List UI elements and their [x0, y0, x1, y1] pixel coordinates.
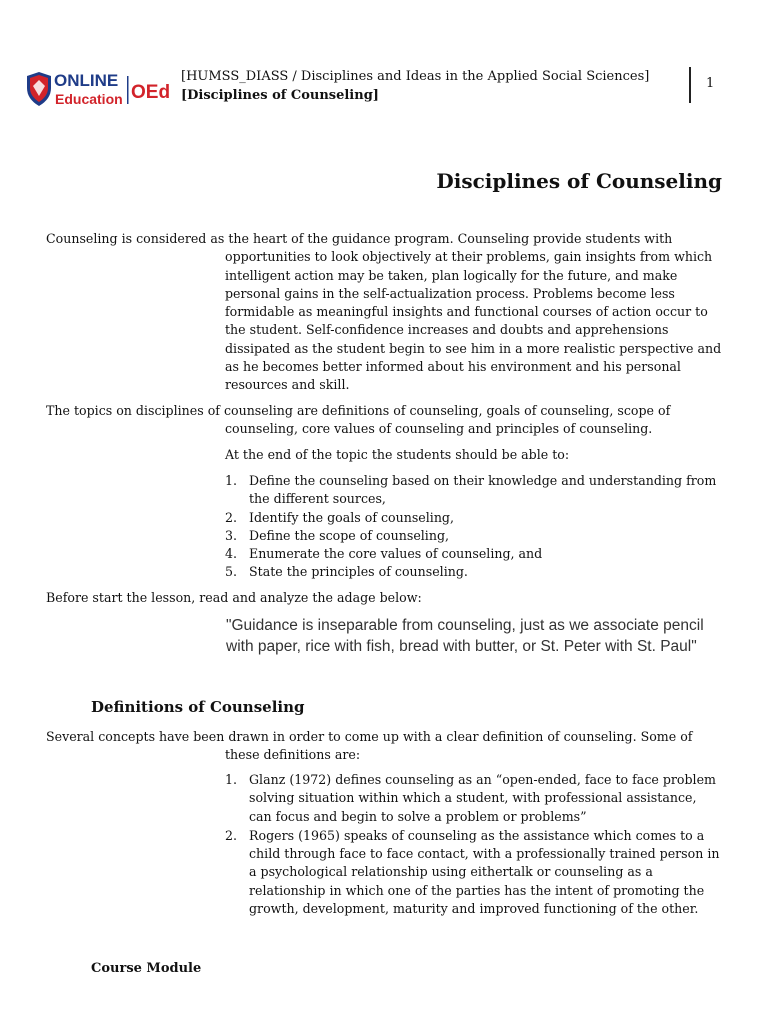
list-text: Rogers (1965) speaks of counseling as the assistance which comes to a child through face to face contact, with a professionally trained person in a psychological relationship using eithertalk or counseling as a relationship in which one of the parties has the intent of promoting the growth, development, maturity and improved functioning of the other. — [249, 827, 720, 917]
page-number: 1 — [706, 76, 715, 91]
list-number: 2. — [225, 509, 238, 525]
intro-rest: opportunities to look objectively at their problems, gain insights from which intelligent action may be taken, plan logically for the future, and make personal gains in the self-actualization process. Problems become less formidable as meaningful insights and functional courses of action occur to the student. Self-confidence increases and doubts and apprehensions dissipated as the student begin to see him in a more realistic perspective and as he becomes better informed about his environment and his personal resources and skill. — [225, 249, 722, 393]
list-number: 2. — [225, 827, 238, 843]
definitions-heading: Definitions of Counseling — [91, 698, 305, 716]
intro-paragraph — [46, 230, 723, 395]
adage-quote: "Guidance is inseparable from counseling, just as we associate pencil with paper, rice with fish, bread with butter, or St. Peter with St. Paul" — [226, 617, 704, 655]
list-text: Define the scope of counseling, — [249, 527, 450, 543]
definitions-intro-paragraph — [46, 728, 723, 765]
list-item — [225, 771, 723, 826]
header-divider — [689, 67, 691, 103]
list-number: 1. — [225, 473, 238, 488]
header-course-line: [HUMSS_DIASS / Disciplines and Ideas in the Applied Social Sciences] — [181, 69, 650, 84]
list-item — [225, 563, 723, 581]
list-item — [225, 545, 723, 563]
objectives-list — [225, 472, 723, 582]
topics-paragraph — [46, 402, 723, 439]
list-text: Enumerate the core values of counseling, and — [249, 546, 543, 562]
logo-text-oed: OEd — [131, 82, 171, 103]
definitions-intro-first-line: Several concepts have been drawn in order to come up with a clear definition of counseling. Some of — [46, 729, 693, 744]
header-topic-line: [Disciplines of Counseling] — [181, 88, 379, 103]
list-number: 5. — [225, 564, 238, 580]
definitions-list — [225, 771, 723, 918]
logo-text-online: ONLINE — [54, 71, 119, 90]
list-text: Identify the goals of counseling, — [249, 509, 454, 525]
list-text: Glanz (1972) defines counseling as an “open-ended, face to face problem solving situation within which a student, with professional assistance, can focus and begin to solve a problem or problems” — [249, 772, 716, 824]
topics-rest: counseling, core values of counseling and principles of counseling. — [225, 421, 653, 437]
list-item — [225, 509, 723, 527]
logo-text-education: Education — [55, 91, 123, 107]
header-course-info — [181, 67, 649, 105]
list-item — [225, 527, 723, 545]
list-item — [225, 472, 723, 509]
objectives-lead: At the end of the topic the students should be able to: — [225, 447, 570, 462]
list-item — [225, 827, 723, 918]
definitions-intro-rest: these definitions are: — [225, 747, 361, 763]
list-number: 1. — [225, 772, 238, 787]
list-text: Define the counseling based on their knowledge and understanding from the different sources, — [249, 473, 717, 507]
list-text: State the principles of counseling. — [249, 564, 468, 580]
list-number: 4. — [225, 546, 238, 562]
intro-first-line: Counseling is considered as the heart of the guidance program. Counseling provide students with — [46, 231, 673, 246]
topics-first-line: The topics on disciplines of counseling are definitions of counseling, goals of counseling, scope of — [46, 403, 671, 418]
footer-course-module: Course Module — [91, 961, 202, 976]
page-title: Disciplines of Counseling — [436, 169, 722, 193]
before-lesson-text: Before start the lesson, read and analyze the adage below: — [46, 590, 422, 605]
online-education-logo — [24, 66, 174, 110]
list-number: 3. — [225, 527, 238, 543]
